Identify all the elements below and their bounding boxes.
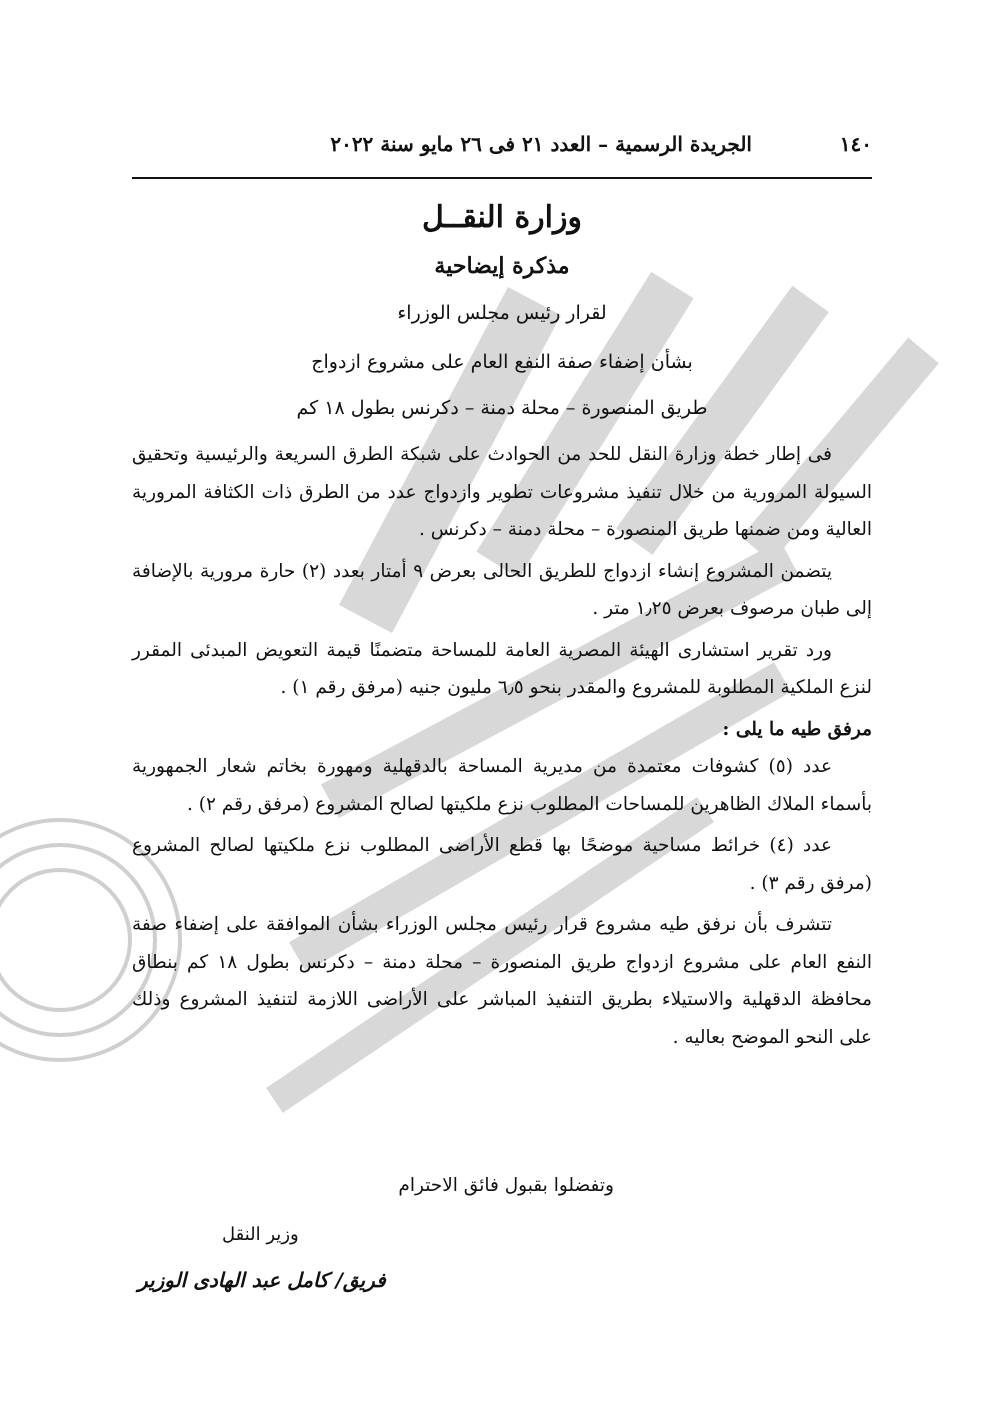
gazette-issue-line: الجريدة الرسمية – العدد ٢١ فى ٢٦ مايو سنة ٢٠٢٢ (330, 132, 752, 156)
subject-line-2: طريق المنصورة – محلة دمنة – دكرنس بطول ١٨ كم (296, 397, 708, 419)
paragraph-request: تتشرف بأن نرفق طيه مشروع قرار رئيس مجلس الوزراء بشأن الموافقة على إضفاء صفة النفع العام على مشروع ازدواج طريق المنصورة – محلة دمنة – دكرنس بطول ١٨ كم بنطاق محافظة الدقهلية والاستيلاء بطريق التنفيذ المباشر على الأراضى اللازمة لتنفيذ المشروع وذلك على النحو الموضح بعاليه . (132, 914, 873, 1048)
paragraph-project-scope: يتضمن المشروع إنشاء ازدواج للطريق الحالى بعرض ٩ أمتار بعدد (٢) حارة مرورية بالإضافة إلى طبان مرصوف بعرض ١٫٢٥ متر . (132, 560, 872, 619)
header-divider (132, 177, 872, 179)
subject-line-1: بشأن إضفاء صفة النفع العام على مشروع ازدواج (311, 351, 693, 373)
signatory-name: فريق/ كامل عبد الهادى الوزير (138, 1268, 386, 1292)
memo-title: مذكرة إيضاحية (434, 253, 570, 279)
signatory-title: وزير النقل (222, 1224, 299, 1245)
paragraph-compensation: ورد تقرير استشارى الهيئة المصرية العامة للمساحة متضمنًا قيمة التعويض المبدئى المقرر لنزع الملكية المطلوبة للمشروع والمقدر بنحو ٦٫٥ مليون جنيه (مرفق رقم ١) . (132, 639, 872, 698)
decision-subtitle: لقرار رئيس مجلس الوزراء (397, 302, 607, 324)
closing-line: وتفضلوا بقبول فائق الاحترام (398, 1175, 614, 1196)
attachments-heading: مرفق طيه ما يلى : (722, 718, 872, 740)
page-header (132, 128, 872, 168)
paragraph-context: فى إطار خطة وزارة النقل للحد من الحوادث على شبكة الطرق السريعة والرئيسية وتحقيق السيولة المرورية من خلال تنفيذ مشروعات تطوير وازدواج عدد من الطرق ذات الكثافة المرورية العالية ومن ضمنها طريق المنصورة – محلة دمنة – دكرنس . (132, 444, 872, 540)
ministry-title: وزارة النقــل (422, 200, 582, 235)
page-number: ١٤٠ (839, 132, 872, 156)
attachment-item-1: عدد (٥) كشوفات معتمدة من مديرية المساحة بالدقهلية ومهورة بخاتم شعار الجمهورية بأسماء الملاك الظاهرين للمساحات المطلوب نزع ملكيتها لصالح المشروع (مرفق رقم ٢) . (132, 756, 872, 815)
memo-body (132, 436, 872, 1060)
attachment-item-2: عدد (٤) خرائط مساحية موضحًا بها قطع الأراضى المطلوب نزع ملكيتها لصالح المشروع (مرفق رقم ٣) . (132, 835, 872, 894)
